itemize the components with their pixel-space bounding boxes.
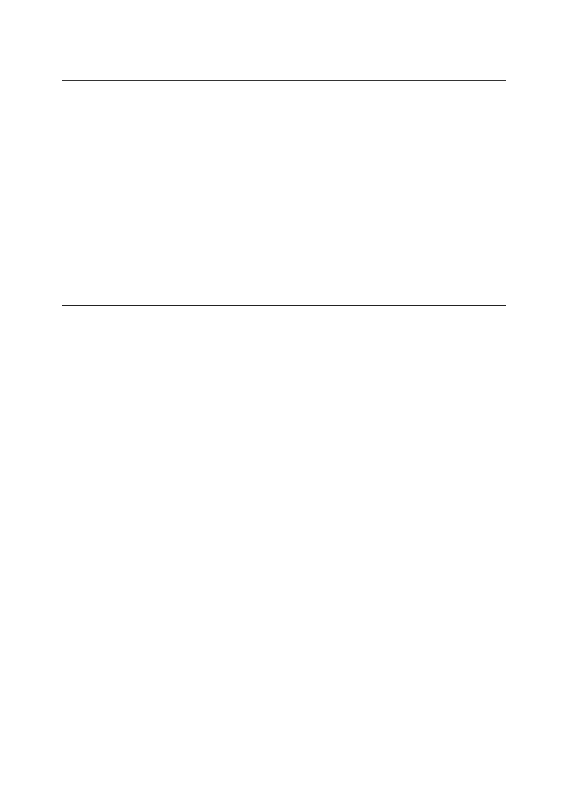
page-header	[62, 64, 67, 74]
header-rule	[62, 80, 506, 81]
section-rule	[62, 305, 506, 306]
